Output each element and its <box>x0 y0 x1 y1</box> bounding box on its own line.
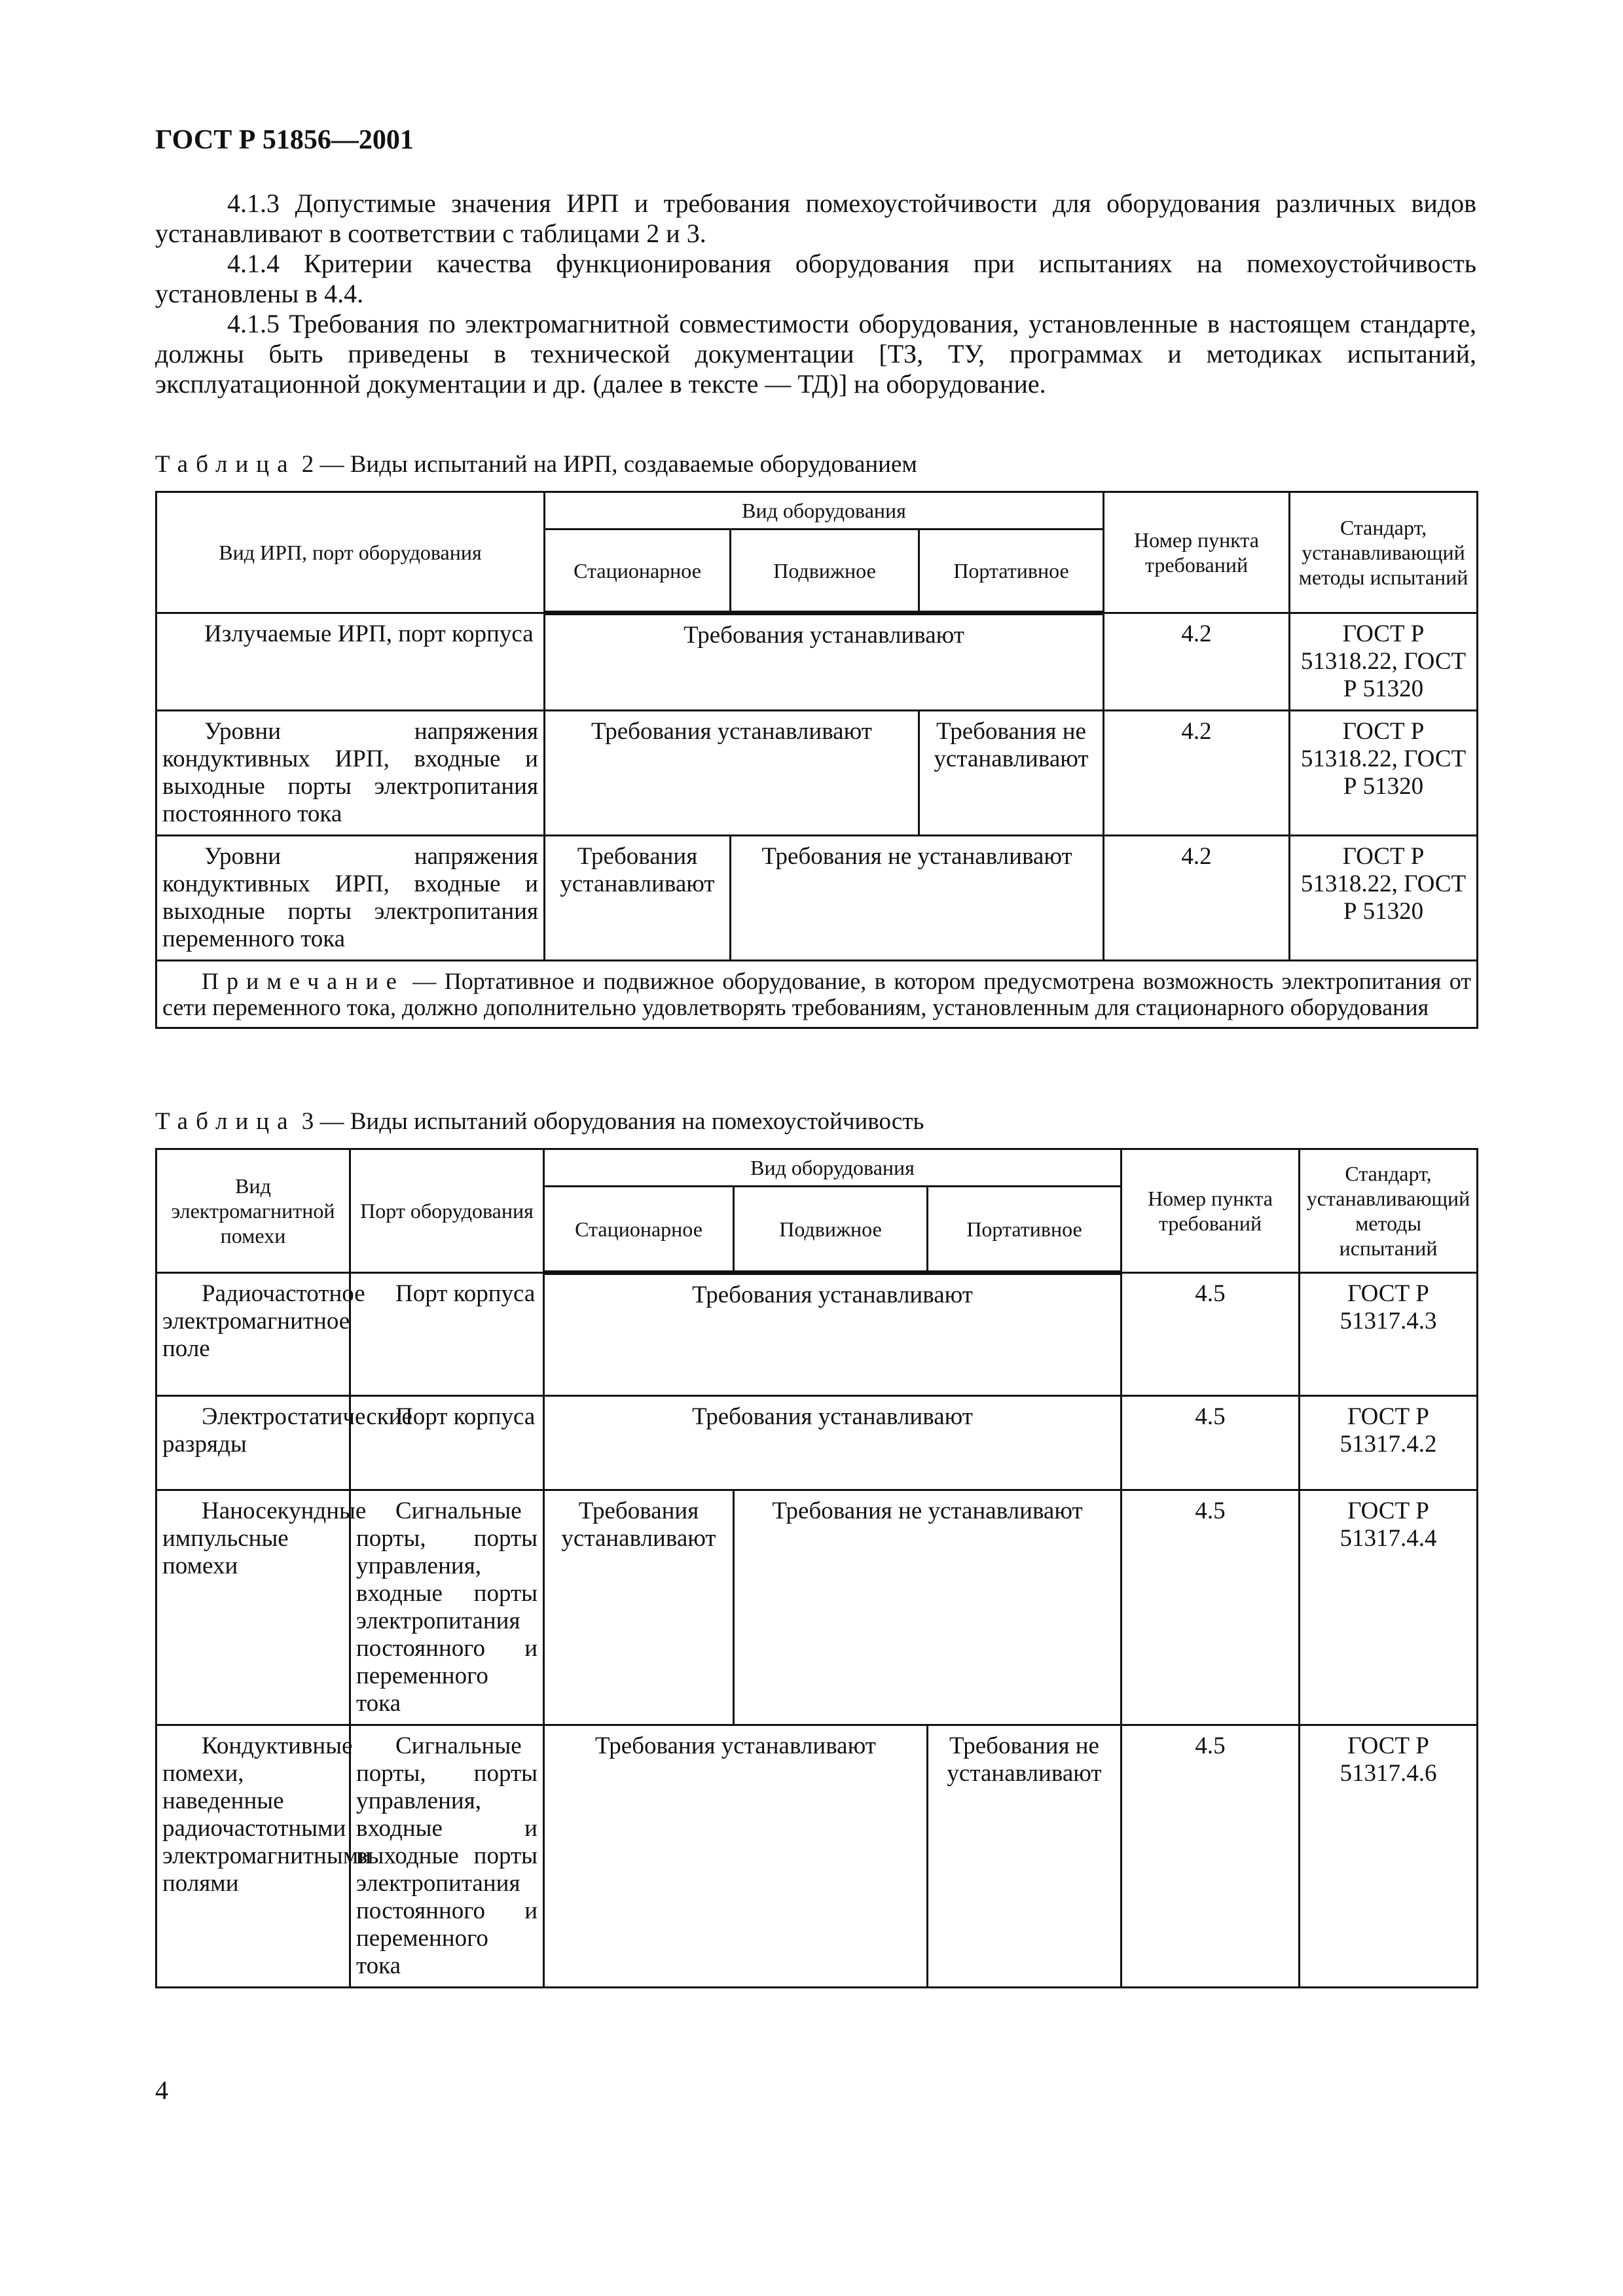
table2-header-portable: Портативное <box>919 529 1104 613</box>
table2-caption-word: Таблица <box>155 451 296 478</box>
table-row <box>156 1396 1478 1490</box>
table-row <box>156 1725 1478 1988</box>
table3-row1-port: Порт корпуса <box>350 1273 544 1396</box>
paragraph-4-1-5: 4.1.5 Требования по электромагнитной совместимости оборудования, установленные в настоящем стандарте, должны быть приведены в технической документации [ТЗ, ТУ, программах и методиках испытаний, эксплуатационной документации и др. (далее в тексте — ТД)] на оборудование. <box>155 309 1476 399</box>
table3-header-clause: Номер пункта требований <box>1122 1149 1300 1273</box>
table2-row3-standard: ГОСТ Р 51318.22, ГОСТ Р 51320 <box>1290 836 1478 961</box>
table2-note-text: — Портативное и подвижное оборудование, в котором предусмотрена возможность электропитания от сети переменного тока, должно дополнительно удовлетворять требованиям, установленным для стационарного оборудования <box>162 968 1472 1020</box>
table-row <box>156 1490 1478 1725</box>
table3-header-port: Порт оборудования <box>350 1149 544 1273</box>
table3-header-equipment-group: Вид оборудования <box>544 1149 1122 1187</box>
paragraph-4-1-4: 4.1.4 Критерии качества функционирования оборудования при испытаниях на помехоустойчивость установлены в 4.4. <box>155 249 1476 308</box>
table2-row1-standard: ГОСТ Р 51318.22, ГОСТ Р 51320 <box>1290 613 1478 711</box>
paragraph-4-1-3: 4.1.3 Допустимые значения ИРП и требования помехоустойчивости для оборудования различных видов устанавливают в соответствии с таблицами 2 и 3. <box>155 188 1476 248</box>
table2-note-row <box>156 961 1478 1028</box>
table3-caption <box>155 1107 924 1136</box>
body-paragraphs <box>155 188 1476 399</box>
table2-row2-portable: Требования не устанавливают <box>919 711 1104 836</box>
table3-row1-requirements: Требования устанавливают <box>544 1273 1122 1396</box>
table3-row2-clause: 4.5 <box>1122 1396 1300 1490</box>
table-3 <box>155 1148 1478 1988</box>
table2-header-stationary: Стационарное <box>545 529 731 613</box>
table2-row2-irp: Уровни напряжения кондуктивных ИРП, входные и выходные порты электропитания постоянного тока <box>156 711 545 836</box>
table3-row1-clause: 4.5 <box>1122 1273 1300 1396</box>
table-row <box>156 613 1478 711</box>
table3-row4-standard: ГОСТ Р 51317.4.6 <box>1300 1725 1478 1988</box>
table3-caption-text: 3 — Виды испытаний оборудования на помехоустойчивость <box>301 1108 924 1135</box>
table3-row3-interference: Наносекундные импульсные помехи <box>156 1490 350 1725</box>
table2-row1-irp: Излучаемые ИРП, порт корпуса <box>156 613 545 711</box>
table2-row2-clause: 4.2 <box>1104 711 1290 836</box>
table-row <box>156 836 1478 961</box>
table3-row4-interference: Кондуктивные помехи, наведенные радиочастотными электромагнитными полями <box>156 1725 350 1988</box>
table2-row2-standard: ГОСТ Р 51318.22, ГОСТ Р 51320 <box>1290 711 1478 836</box>
table2-caption-text: 2 — Виды испытаний на ИРП, создаваемые оборудованием <box>301 451 917 478</box>
table2-row3-stationary: Требования устанавливают <box>545 836 731 961</box>
table2-header-clause: Номер пункта требований <box>1104 492 1290 613</box>
table2-header-mobile: Подвижное <box>731 529 919 613</box>
table2-row3-irp: Уровни напряжения кондуктивных ИРП, входные и выходные порты электропитания переменного тока <box>156 836 545 961</box>
page-number: 4 <box>155 2075 168 2105</box>
table2-header-equipment-group: Вид оборудования <box>545 492 1104 529</box>
table3-row4-requirements: Требования устанавливают <box>544 1725 928 1988</box>
table2-note <box>156 961 1478 1028</box>
table3-row1-standard: ГОСТ Р 51317.4.3 <box>1300 1273 1478 1396</box>
table2-note-label: Примечание <box>202 968 405 994</box>
table3-header-interference-type: Вид электромагнитной помехи <box>156 1149 350 1273</box>
table3-header-stationary: Стационарное <box>544 1187 734 1273</box>
document-header: ГОСТ Р 51856—2001 <box>155 125 414 155</box>
table2-row2-requirements: Требования устанавливают <box>545 711 919 836</box>
table3-caption-word: Таблица <box>155 1108 296 1135</box>
table3-row4-portable: Требования не устанавливают <box>928 1725 1122 1988</box>
table2-row1-requirements: Требования устанавливают <box>545 613 1104 711</box>
table3-row2-interference: Электростатические разряды <box>156 1396 350 1490</box>
table2-caption <box>155 450 917 478</box>
table3-row2-port: Порт корпуса <box>350 1396 544 1490</box>
table3-row2-standard: ГОСТ Р 51317.4.2 <box>1300 1396 1478 1490</box>
table2-header-irp-type: Вид ИРП, порт оборудования <box>156 492 545 613</box>
table3-row2-requirements: Требования устанавливают <box>544 1396 1122 1490</box>
table3-row1-interference: Радиочастотное электромагнитное поле <box>156 1273 350 1396</box>
table-2 <box>155 491 1478 1029</box>
table3-header-mobile: Подвижное <box>734 1187 928 1273</box>
table3-row3-stationary: Требования устанавливают <box>544 1490 734 1725</box>
table3-row3-other: Требования не устанавливают <box>734 1490 1122 1725</box>
table3-header-standard: Стандарт, устанавливающий методы испытаний <box>1300 1149 1478 1273</box>
table-row <box>156 1273 1478 1396</box>
table3-row3-standard: ГОСТ Р 51317.4.4 <box>1300 1490 1478 1725</box>
table2-header-standard: Стандарт, устанавливающий методы испытаний <box>1290 492 1478 613</box>
table-row <box>156 711 1478 836</box>
table2-row1-clause: 4.2 <box>1104 613 1290 711</box>
table2-row3-other: Требования не устанавливают <box>731 836 1104 961</box>
table3-row4-port: Сигнальные порты, порты управления, входные и выходные порты электропитания постоянного и переменного тока <box>350 1725 544 1988</box>
table2-row3-clause: 4.2 <box>1104 836 1290 961</box>
table3-row3-clause: 4.5 <box>1122 1490 1300 1725</box>
table3-row3-port: Сигнальные порты, порты управления, входные порты электропитания постоянного и переменного тока <box>350 1490 544 1725</box>
table3-row4-clause: 4.5 <box>1122 1725 1300 1988</box>
table3-header-portable: Портативное <box>928 1187 1122 1273</box>
